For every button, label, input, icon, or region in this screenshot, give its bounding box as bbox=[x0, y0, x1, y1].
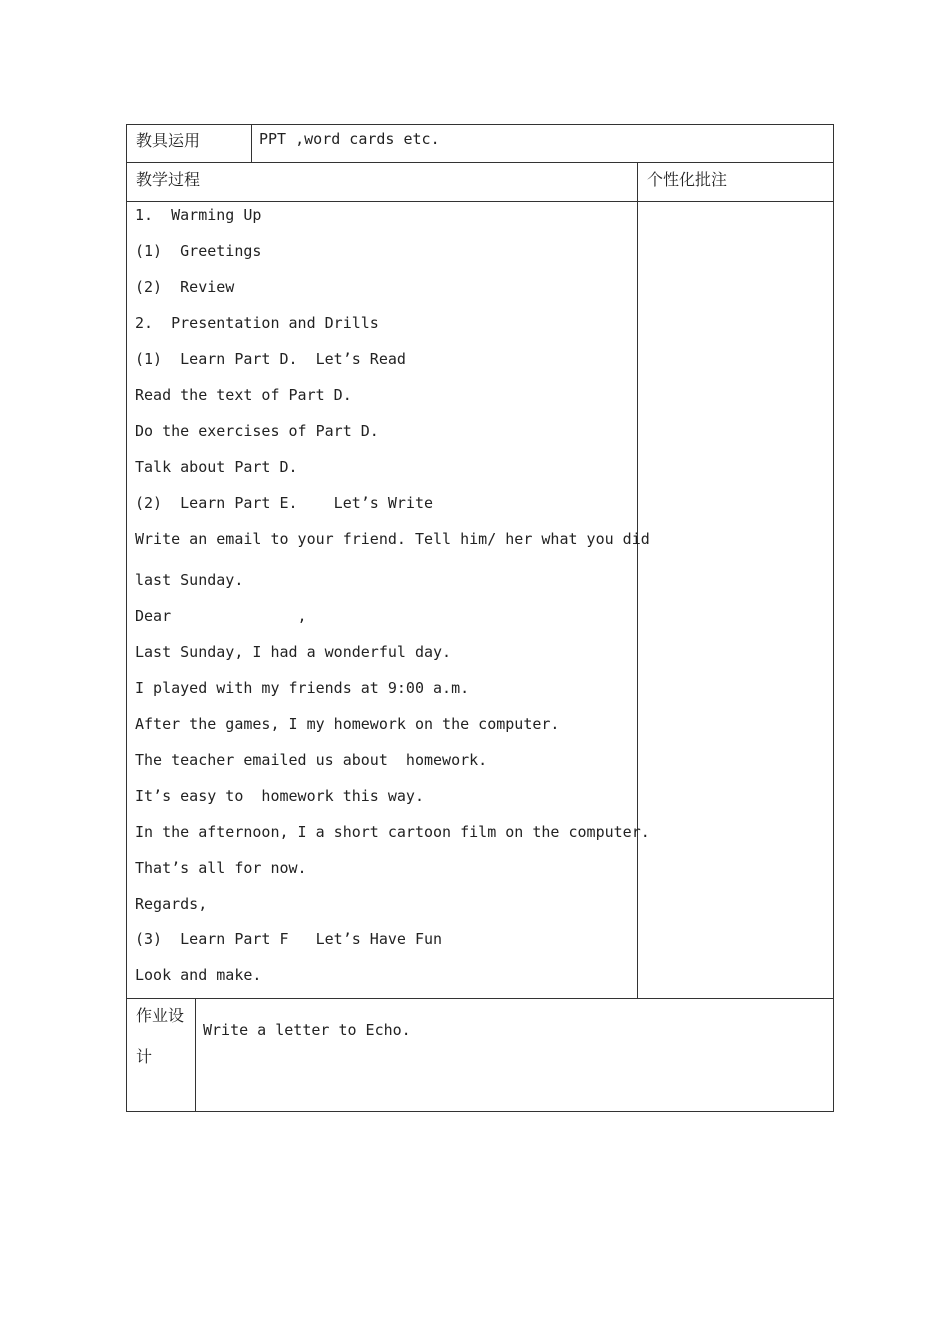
process-line: That’s all for now. bbox=[135, 859, 307, 877]
process-line: I played with my friends at 9:00 a.m. bbox=[135, 679, 470, 697]
teaching-aids-value: PPT ,word cards etc. bbox=[259, 130, 440, 148]
process-line: Dear , bbox=[135, 607, 307, 625]
process-line: 2. Presentation and Drills bbox=[135, 314, 379, 332]
homework-label-line2: 计 bbox=[136, 1047, 153, 1066]
process-line: Read the text of Part D. bbox=[135, 386, 352, 404]
process-line: 1. Warming Up bbox=[135, 206, 262, 224]
process-line: Do the exercises of Part D. bbox=[135, 422, 379, 440]
row1-divider bbox=[126, 162, 834, 163]
teaching-process-header: 教学过程 bbox=[136, 170, 201, 189]
process-line: (1) Greetings bbox=[135, 242, 262, 260]
process-line: Last Sunday, I had a wonderful day. bbox=[135, 643, 452, 661]
process-line: In the afternoon, I a short cartoon film on the computer. bbox=[135, 823, 650, 841]
teaching-aids-label: 教具运用 bbox=[136, 131, 201, 150]
row3-divider bbox=[126, 998, 834, 999]
process-line: Talk about Part D. bbox=[135, 458, 298, 476]
process-line: (2) Learn Part E. Let’s Write bbox=[135, 494, 434, 512]
row1-col-divider bbox=[251, 124, 252, 162]
notes-col-divider bbox=[637, 162, 638, 998]
process-line: (1) Learn Part D. Let’s Read bbox=[135, 350, 406, 368]
process-line: It’s easy to homework this way. bbox=[135, 787, 424, 805]
process-line: (3) Learn Part F Let’s Have Fun bbox=[135, 930, 443, 948]
notes-header: 个性化批注 bbox=[647, 170, 728, 189]
process-line: Regards, bbox=[135, 895, 208, 913]
process-line: last Sunday. bbox=[135, 571, 244, 589]
process-line: Look and make. bbox=[135, 966, 262, 984]
row2-divider bbox=[126, 201, 834, 202]
process-line: (2) Review bbox=[135, 278, 235, 296]
homework-label-line1: 作业设 bbox=[136, 1006, 185, 1025]
process-line: Write an email to your friend. Tell him/ her what you did bbox=[135, 530, 650, 548]
homework-value: Write a letter to Echo. bbox=[203, 1021, 411, 1039]
process-line: The teacher emailed us about homework. bbox=[135, 751, 488, 769]
homework-col-divider bbox=[195, 998, 196, 1112]
process-line: After the games, I my homework on the computer. bbox=[135, 715, 560, 733]
